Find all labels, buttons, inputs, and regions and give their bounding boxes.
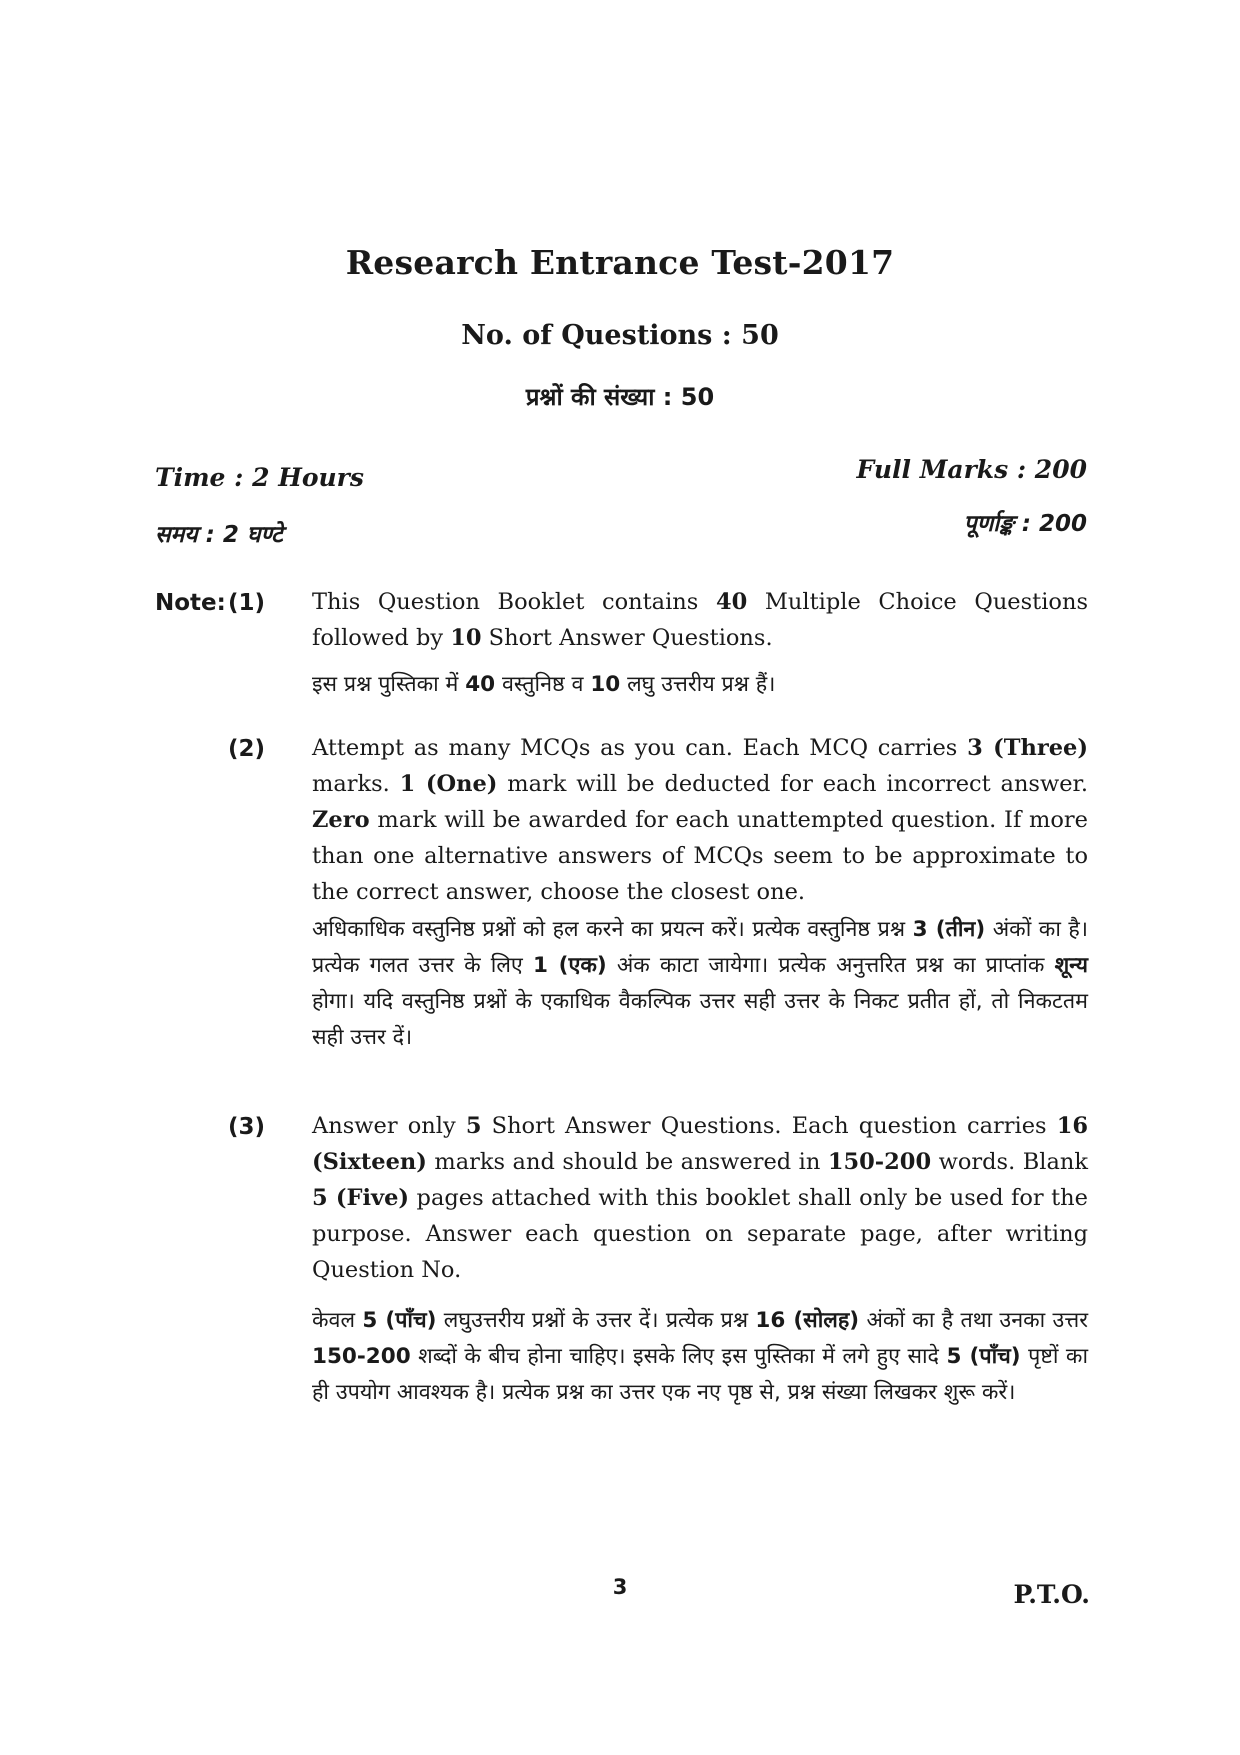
note-number-2: (2)	[228, 736, 266, 762]
note-3-english: Answer only 5 Short Answer Questions. Each question carries 16 (Sixteen) marks and should be answered in 150-200 words. Blank 5 (Five) pages attached with this booklet shall only be used for the purpose. Answer each question on separate page, after writing Question No.	[312, 1113, 1089, 1283]
please-turn-over: P.T.O.	[1013, 1580, 1090, 1609]
question-count-english: No. of Questions : 50	[461, 320, 779, 351]
note-2-english: Attempt as many MCQs as you can. Each MCQ carries 3 (Three) marks. 1 (One) mark will be deducted for each incorrect answer. Zero mark will be awarded for each unattempted question. If more than one alternative answers of MCQs seem to be approximate to the correct answer, choose the closest one.	[312, 735, 1089, 905]
time-english: Time : 2 Hours	[155, 463, 364, 492]
note-3-hindi: केवल 5 (पाँच) लघुउत्तरीय प्रश्नों के उत्तर दें। प्रत्येक प्रश्न 16 (सोलह) अंकों का है तथा उनका उत्तर 150-200 शब्दों के बीच होना चाहिए। इसके लिए इस पुस्तिका में लगे हुए सादे 5 (पाँच) पृष्टों का ही उपयोग आवश्यक है। प्रत्येक प्रश्न का उत्तर एक नए पृष्ठ से, प्रश्न संख्या लिखकर शुरू करें।	[312, 1308, 1089, 1405]
full-marks-english: Full Marks : 200	[856, 455, 1087, 484]
note-number-1: (1)	[228, 590, 266, 616]
page-number: 3	[612, 1575, 628, 1599]
note-label: Note:	[155, 590, 226, 616]
question-count-hindi: प्रश्नों की संख्या : 50	[525, 383, 715, 411]
note-1-english: This Question Booklet contains 40 Multiple Choice Questions followed by 10 Short Answer Questions.	[312, 589, 1088, 651]
time-hindi: समय : 2 घण्टे	[155, 522, 283, 548]
page-title: Research Entrance Test-2017	[345, 243, 895, 282]
full-marks-hindi: पूर्णाङ्क : 200	[963, 511, 1087, 537]
note-number-3: (3)	[228, 1114, 266, 1140]
note-2-hindi: अधिकाधिक वस्तुनिष्ठ प्रश्नों को हल करने का प्रयत्न करें। प्रत्येक वस्तुनिष्ठ प्रश्न 3 (तीन) अंकों का है। प्रत्येक गलत उत्तर के लिए 1 (एक) अंक काटा जायेगा। प्रत्येक अनुत्तरित प्रश्न का प्राप्तांक शून्य होगा। यदि वस्तुनिष्ठ प्रश्नों के एकाधिक वैकल्पिक उत्तर सही उत्तर के निकट प्रतीत हों, तो निकटतम सही उत्तर दें।	[312, 917, 1088, 1050]
note-1-hindi: इस प्रश्न पुस्तिका में 40 वस्तुनिष्ठ व 10 लघु उत्तरीय प्रश्न हैं।	[312, 672, 776, 697]
